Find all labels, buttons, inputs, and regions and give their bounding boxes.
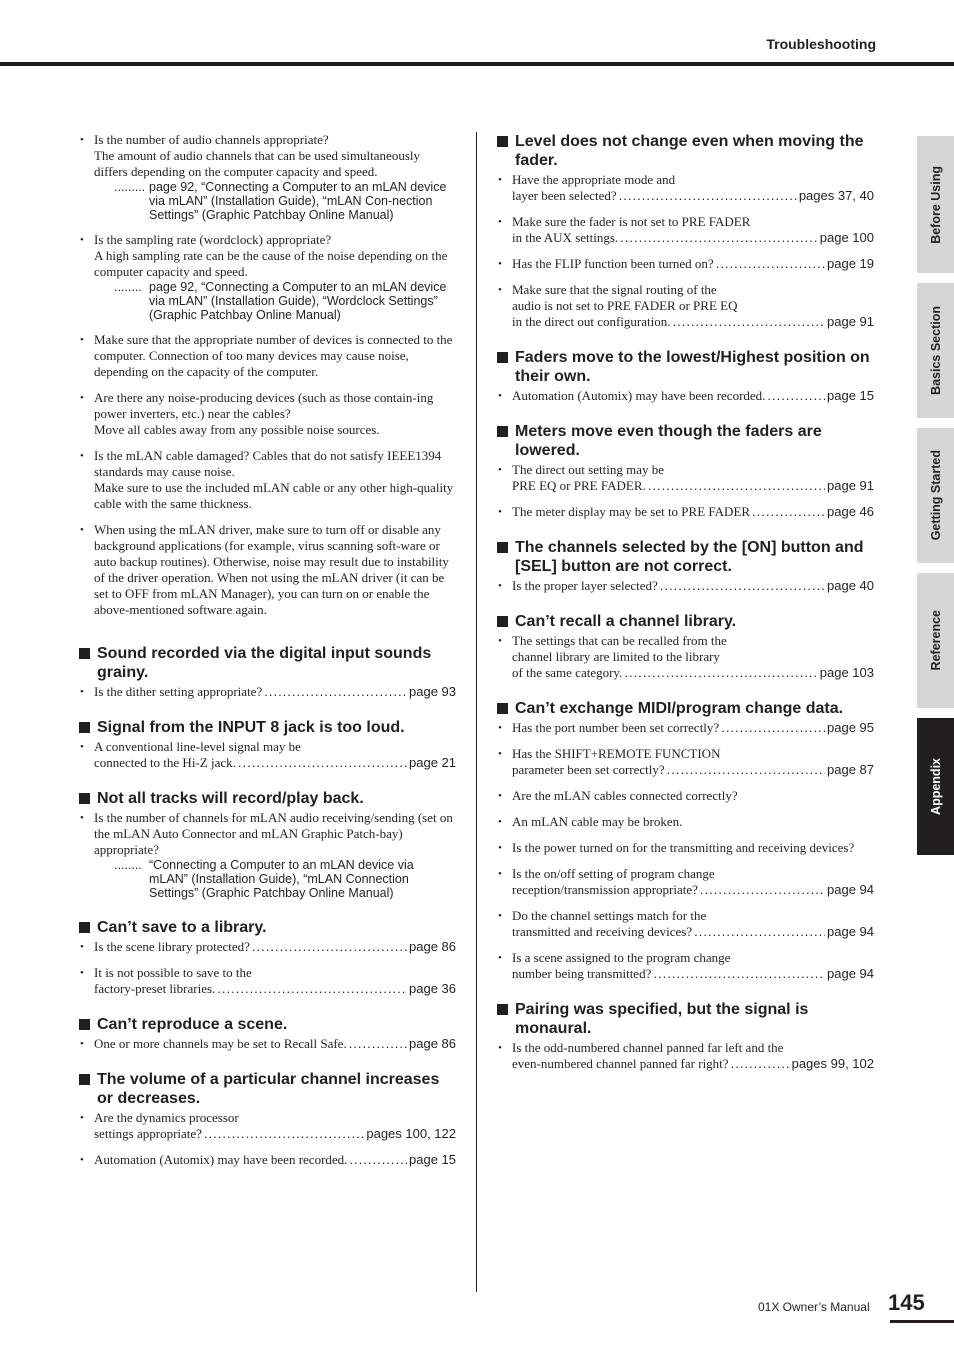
section-tab: [917, 718, 954, 855]
item-text: • Are there any noise-producing devices (such as those contain-ing power inverters, etc.) near the cables?: [94, 390, 434, 421]
section-heading: Meters move even though the faders are lowered.: [496, 422, 874, 460]
item-text: • Make sure that the signal routing of the: [512, 282, 717, 297]
page-reference: [94, 755, 456, 771]
item-text: • Is the mLAN cable damaged? Cables that do not satisfy IEEE1394 standards may cause noise.: [94, 448, 442, 479]
page-reference: [94, 939, 456, 955]
item-text: • Is the number of audio channels appropriate?: [94, 132, 329, 147]
item-text: • Is the number of channels for mLAN audio receiving/sending (set on the mLAN Auto Connector and mLAN Graphic Patch-bay) appropriate?: [94, 810, 453, 857]
list-item: [78, 132, 456, 222]
page-reference: [512, 665, 874, 681]
section-tab: [917, 573, 954, 708]
item-text: of the same category.: [512, 665, 623, 680]
list-item: [496, 720, 874, 736]
item-text: Make sure to use the included mLAN cable or any other high-quality cable with the same thickness.: [94, 480, 454, 511]
list-item: [496, 388, 874, 404]
item-text: • Make sure the fader is not set to PRE FADER: [512, 214, 751, 229]
page-ref: page 86: [409, 939, 456, 954]
leader-dots: [721, 720, 825, 736]
page-ref: page 95: [827, 720, 874, 735]
column-divider: [476, 132, 477, 1292]
item-text: • Is the on/off setting of program change: [512, 866, 715, 881]
item-text: The amount of audio channels that can be used simultaneously differs depending on the computer capacity and speed.: [94, 148, 420, 179]
item-text: • Is the dither setting appropriate?: [94, 684, 263, 699]
section-tab: [917, 283, 954, 418]
page-reference: [512, 1056, 874, 1072]
leader-dots: [731, 1056, 790, 1072]
tab-label: Reference: [928, 610, 943, 671]
page-reference: [94, 684, 456, 700]
leader-dots: ........: [114, 858, 142, 872]
list-item: [78, 1110, 456, 1142]
item-text: • Are the mLAN cables connected correctly?: [512, 788, 738, 803]
intro-bullets: [78, 132, 456, 618]
section-heading: The volume of a particular channel increases or decreases.: [78, 1070, 456, 1108]
right-sections: [496, 132, 874, 1072]
section-tab: [917, 136, 954, 273]
list-item: [496, 788, 874, 804]
page-ref: page 15: [827, 388, 874, 403]
section-tabs: [917, 136, 954, 865]
item-text: • Is the scene library protected?: [94, 939, 250, 954]
section: [496, 538, 874, 594]
list-item: [78, 684, 456, 700]
leader-dots: [767, 388, 825, 404]
leader-dots: [672, 314, 825, 330]
list-item: [78, 810, 456, 900]
section: [78, 918, 456, 997]
item-text: • Is a scene assigned to the program change: [512, 950, 731, 965]
list-item: [496, 214, 874, 246]
leader-dots: [204, 1126, 364, 1142]
tab-label: Appendix: [928, 758, 943, 815]
reference-note: [94, 858, 456, 900]
list-item: [496, 504, 874, 520]
leader-dots: [653, 966, 825, 982]
section-heading: Can’t reproduce a scene.: [78, 1015, 456, 1034]
section-heading: Level does not change even when moving the fader.: [496, 132, 874, 170]
item-text: • The settings that can be recalled from the: [512, 633, 727, 648]
page-reference: [512, 966, 874, 982]
list-item: [496, 908, 874, 940]
leader-dots: [694, 924, 825, 940]
item-text: • Is the power turned on for the transmitting and receiving devices?: [512, 840, 855, 855]
leader-dots: [349, 1152, 407, 1168]
section: [496, 132, 874, 330]
section-heading: The channels selected by the [ON] button and [SEL] button are not correct.: [496, 538, 874, 576]
page-ref: page 94: [827, 882, 874, 897]
tab-label: Getting Started: [928, 450, 943, 541]
right-column: [496, 132, 874, 1090]
left-column: [78, 132, 456, 1186]
list-item: [496, 746, 874, 778]
leader-dots: [624, 665, 817, 681]
list-item: [496, 840, 874, 856]
page-reference: [512, 256, 874, 272]
leader-dots: [264, 684, 407, 700]
item-text: • Has the port number been set correctly?: [512, 720, 720, 735]
item-text: • Automation (Automix) may have been recorded.: [94, 1152, 348, 1167]
list-item: [496, 462, 874, 494]
page-reference: [94, 1152, 456, 1168]
page-ref: page 46: [827, 504, 874, 519]
item-text: even-numbered channel panned far right?: [512, 1056, 729, 1071]
leader-dots: [752, 504, 825, 520]
item-text: settings appropriate?: [94, 1126, 202, 1141]
section: [496, 348, 874, 404]
page-reference: [94, 1036, 456, 1052]
item-text: • Has the FLIP function been turned on?: [512, 256, 714, 271]
reference-text: page 92, “Connecting a Computer to an mLAN device via mLAN” (Installation Guide), “Wordclock Settings” (Graphic Patchbay Online Manual): [149, 280, 447, 322]
page-ref: page 91: [827, 478, 874, 493]
item-text: • It is not possible to save to the: [94, 965, 252, 980]
list-item: [496, 256, 874, 272]
item-text: • One or more channels may be set to Recall Safe.: [94, 1036, 347, 1051]
reference-note: [94, 280, 456, 322]
leader-dots: [619, 188, 797, 204]
page-ref: page 91: [827, 314, 874, 329]
section-heading: Not all tracks will record/play back.: [78, 789, 456, 808]
page-number: 145: [888, 1290, 925, 1315]
page-ref: page 36: [409, 981, 456, 996]
item-text: channel library are limited to the library: [512, 649, 720, 664]
leader-dots: [700, 882, 825, 898]
page-reference: [512, 720, 874, 736]
list-item: [496, 814, 874, 830]
item-text: • Automation (Automix) may have been recorded.: [512, 388, 766, 403]
list-item: [78, 522, 456, 618]
leader-dots: [252, 939, 407, 955]
section-heading: Sound recorded via the digital input sounds grainy.: [78, 644, 456, 682]
list-item: [496, 866, 874, 898]
leader-dots: [217, 981, 407, 997]
section: [78, 718, 456, 771]
running-header: Troubleshooting: [766, 36, 876, 52]
section: [496, 699, 874, 982]
page-reference: [512, 504, 874, 520]
page-reference: [512, 188, 874, 204]
page-reference: [512, 762, 874, 778]
leader-dots: [238, 755, 407, 771]
page-reference: [94, 981, 456, 997]
page-reference: [512, 882, 874, 898]
list-item: [78, 965, 456, 997]
item-text: number being transmitted?: [512, 966, 652, 981]
list-item: [78, 1152, 456, 1168]
section: [496, 422, 874, 520]
page-ref: page 21: [409, 755, 456, 770]
item-text: • Make sure that the appropriate number of devices is connected to the computer. Connection of too many devices may cause noise, depending on the capacity of the computer.: [94, 332, 453, 379]
item-text: transmitted and receiving devices?: [512, 924, 693, 939]
item-text: A high sampling rate can be the cause of the noise depending on the computer capacity and speed.: [94, 248, 448, 279]
list-item: [78, 739, 456, 771]
page-ref: pages 100, 122: [366, 1126, 456, 1141]
list-item: [78, 448, 456, 512]
leader-dots: [648, 478, 825, 494]
list-item: [496, 172, 874, 204]
item-text: • An mLAN cable may be broken.: [512, 814, 683, 829]
leader-dots: [349, 1036, 407, 1052]
tab-label: Basics Section: [928, 306, 943, 395]
item-text: audio is not set to PRE FADER or PRE EQ: [512, 298, 738, 313]
section: [496, 1000, 874, 1072]
page-ref: page 40: [827, 578, 874, 593]
section: [78, 789, 456, 900]
list-item: [496, 282, 874, 330]
list-item: [78, 332, 456, 380]
page-reference: [512, 388, 874, 404]
leader-dots: [660, 578, 825, 594]
item-text: • The direct out setting may be: [512, 462, 664, 477]
item-text: • Are the dynamics processor: [94, 1110, 239, 1125]
reference-text: page 92, “Connecting a Computer to an mLAN device via mLAN” (Installation Guide), “mLAN Con-nection Settings” (Graphic Patchbay Online Manual): [149, 180, 447, 222]
item-text: factory-preset libraries.: [94, 981, 216, 996]
item-text: • Is the sampling rate (wordclock) appropriate?: [94, 232, 332, 247]
left-sections: [78, 644, 456, 1168]
section: [78, 644, 456, 700]
page-ref: page 86: [409, 1036, 456, 1051]
page-ref: page 103: [819, 665, 874, 680]
page-ref: pages 99, 102: [791, 1056, 874, 1071]
item-text: • A conventional line-level signal may be: [94, 739, 301, 754]
page-reference: [94, 1126, 456, 1142]
leader-dots: ........: [114, 280, 142, 294]
list-item: [78, 390, 456, 438]
reference-note: [94, 180, 456, 222]
section-heading: Pairing was specified, but the signal is monaural.: [496, 1000, 874, 1038]
list-item: [78, 232, 456, 322]
page-reference: [512, 924, 874, 940]
item-text: • When using the mLAN driver, make sure to turn off or disable any background applications (for example, virus scanning soft-ware or auto backup routines). Otherwise, noise may result due to instability of the driver operation. When not using the mLAN driver (it can be set to OFF from mLAN Manager), you can turn on or enable the above-mentioned software again.: [94, 522, 449, 617]
page-reference: [512, 578, 874, 594]
list-item: [78, 939, 456, 955]
item-text: in the AUX settings.: [512, 230, 619, 245]
section: [78, 1015, 456, 1052]
item-text: • The meter display may be set to PRE FADER: [512, 504, 751, 519]
page-ref: page 19: [827, 256, 874, 271]
section-heading: Can’t exchange MIDI/program change data.: [496, 699, 874, 718]
page-reference: [512, 230, 874, 246]
leader-dots: [716, 256, 825, 272]
item-text: • Have the appropriate mode and: [512, 172, 676, 187]
leader-dots: [667, 762, 825, 778]
page-ref: page 100: [819, 230, 874, 245]
tab-label: Before Using: [928, 165, 943, 244]
item-text: parameter been set correctly?: [512, 762, 665, 777]
section-heading: Signal from the INPUT 8 jack is too loud.: [78, 718, 456, 737]
reference-text: “Connecting a Computer to an mLAN device via mLAN” (Installation Guide), “mLAN Connection Settings” (Graphic Patchbay Online Manual): [149, 858, 414, 900]
page-ref: page 87: [827, 762, 874, 777]
item-text: • Is the odd-numbered channel panned far left and the: [512, 1040, 784, 1055]
leader-dots: [620, 230, 818, 246]
page-ref: page 93: [409, 684, 456, 699]
section-heading: Can’t save to a library.: [78, 918, 456, 937]
item-text: in the direct out configuration.: [512, 314, 671, 329]
page-reference: [512, 314, 874, 330]
item-text: • Has the SHIFT+REMOTE FUNCTION: [512, 746, 721, 761]
item-text: Move all cables away from any possible noise sources.: [94, 422, 380, 437]
section-heading: Can’t recall a channel library.: [496, 612, 874, 631]
item-text: reception/transmission appropriate?: [512, 882, 698, 897]
section: [496, 612, 874, 681]
footer-rule: [890, 1320, 954, 1323]
header-rule: [0, 62, 954, 66]
section-heading: Faders move to the lowest/Highest position on their own.: [496, 348, 874, 386]
section: [78, 1070, 456, 1168]
page-reference: [512, 478, 874, 494]
list-item: [496, 578, 874, 594]
list-item: [496, 633, 874, 681]
footer-manual-title: 01X Owner’s Manual: [758, 1300, 870, 1314]
page-ref: page 94: [827, 966, 874, 981]
page-ref: page 94: [827, 924, 874, 939]
page-ref: pages 37, 40: [798, 188, 874, 203]
item-text: • Do the channel settings match for the: [512, 908, 707, 923]
item-text: • Is the proper layer selected?: [512, 578, 658, 593]
leader-dots: .........: [114, 180, 146, 194]
item-text: connected to the Hi-Z jack.: [94, 755, 236, 770]
item-text: layer been selected?: [512, 188, 617, 203]
item-text: PRE EQ or PRE FADER.: [512, 478, 646, 493]
list-item: [496, 1040, 874, 1072]
list-item: [496, 950, 874, 982]
list-item: [78, 1036, 456, 1052]
section-tab: [917, 428, 954, 563]
page-ref: page 15: [409, 1152, 456, 1167]
